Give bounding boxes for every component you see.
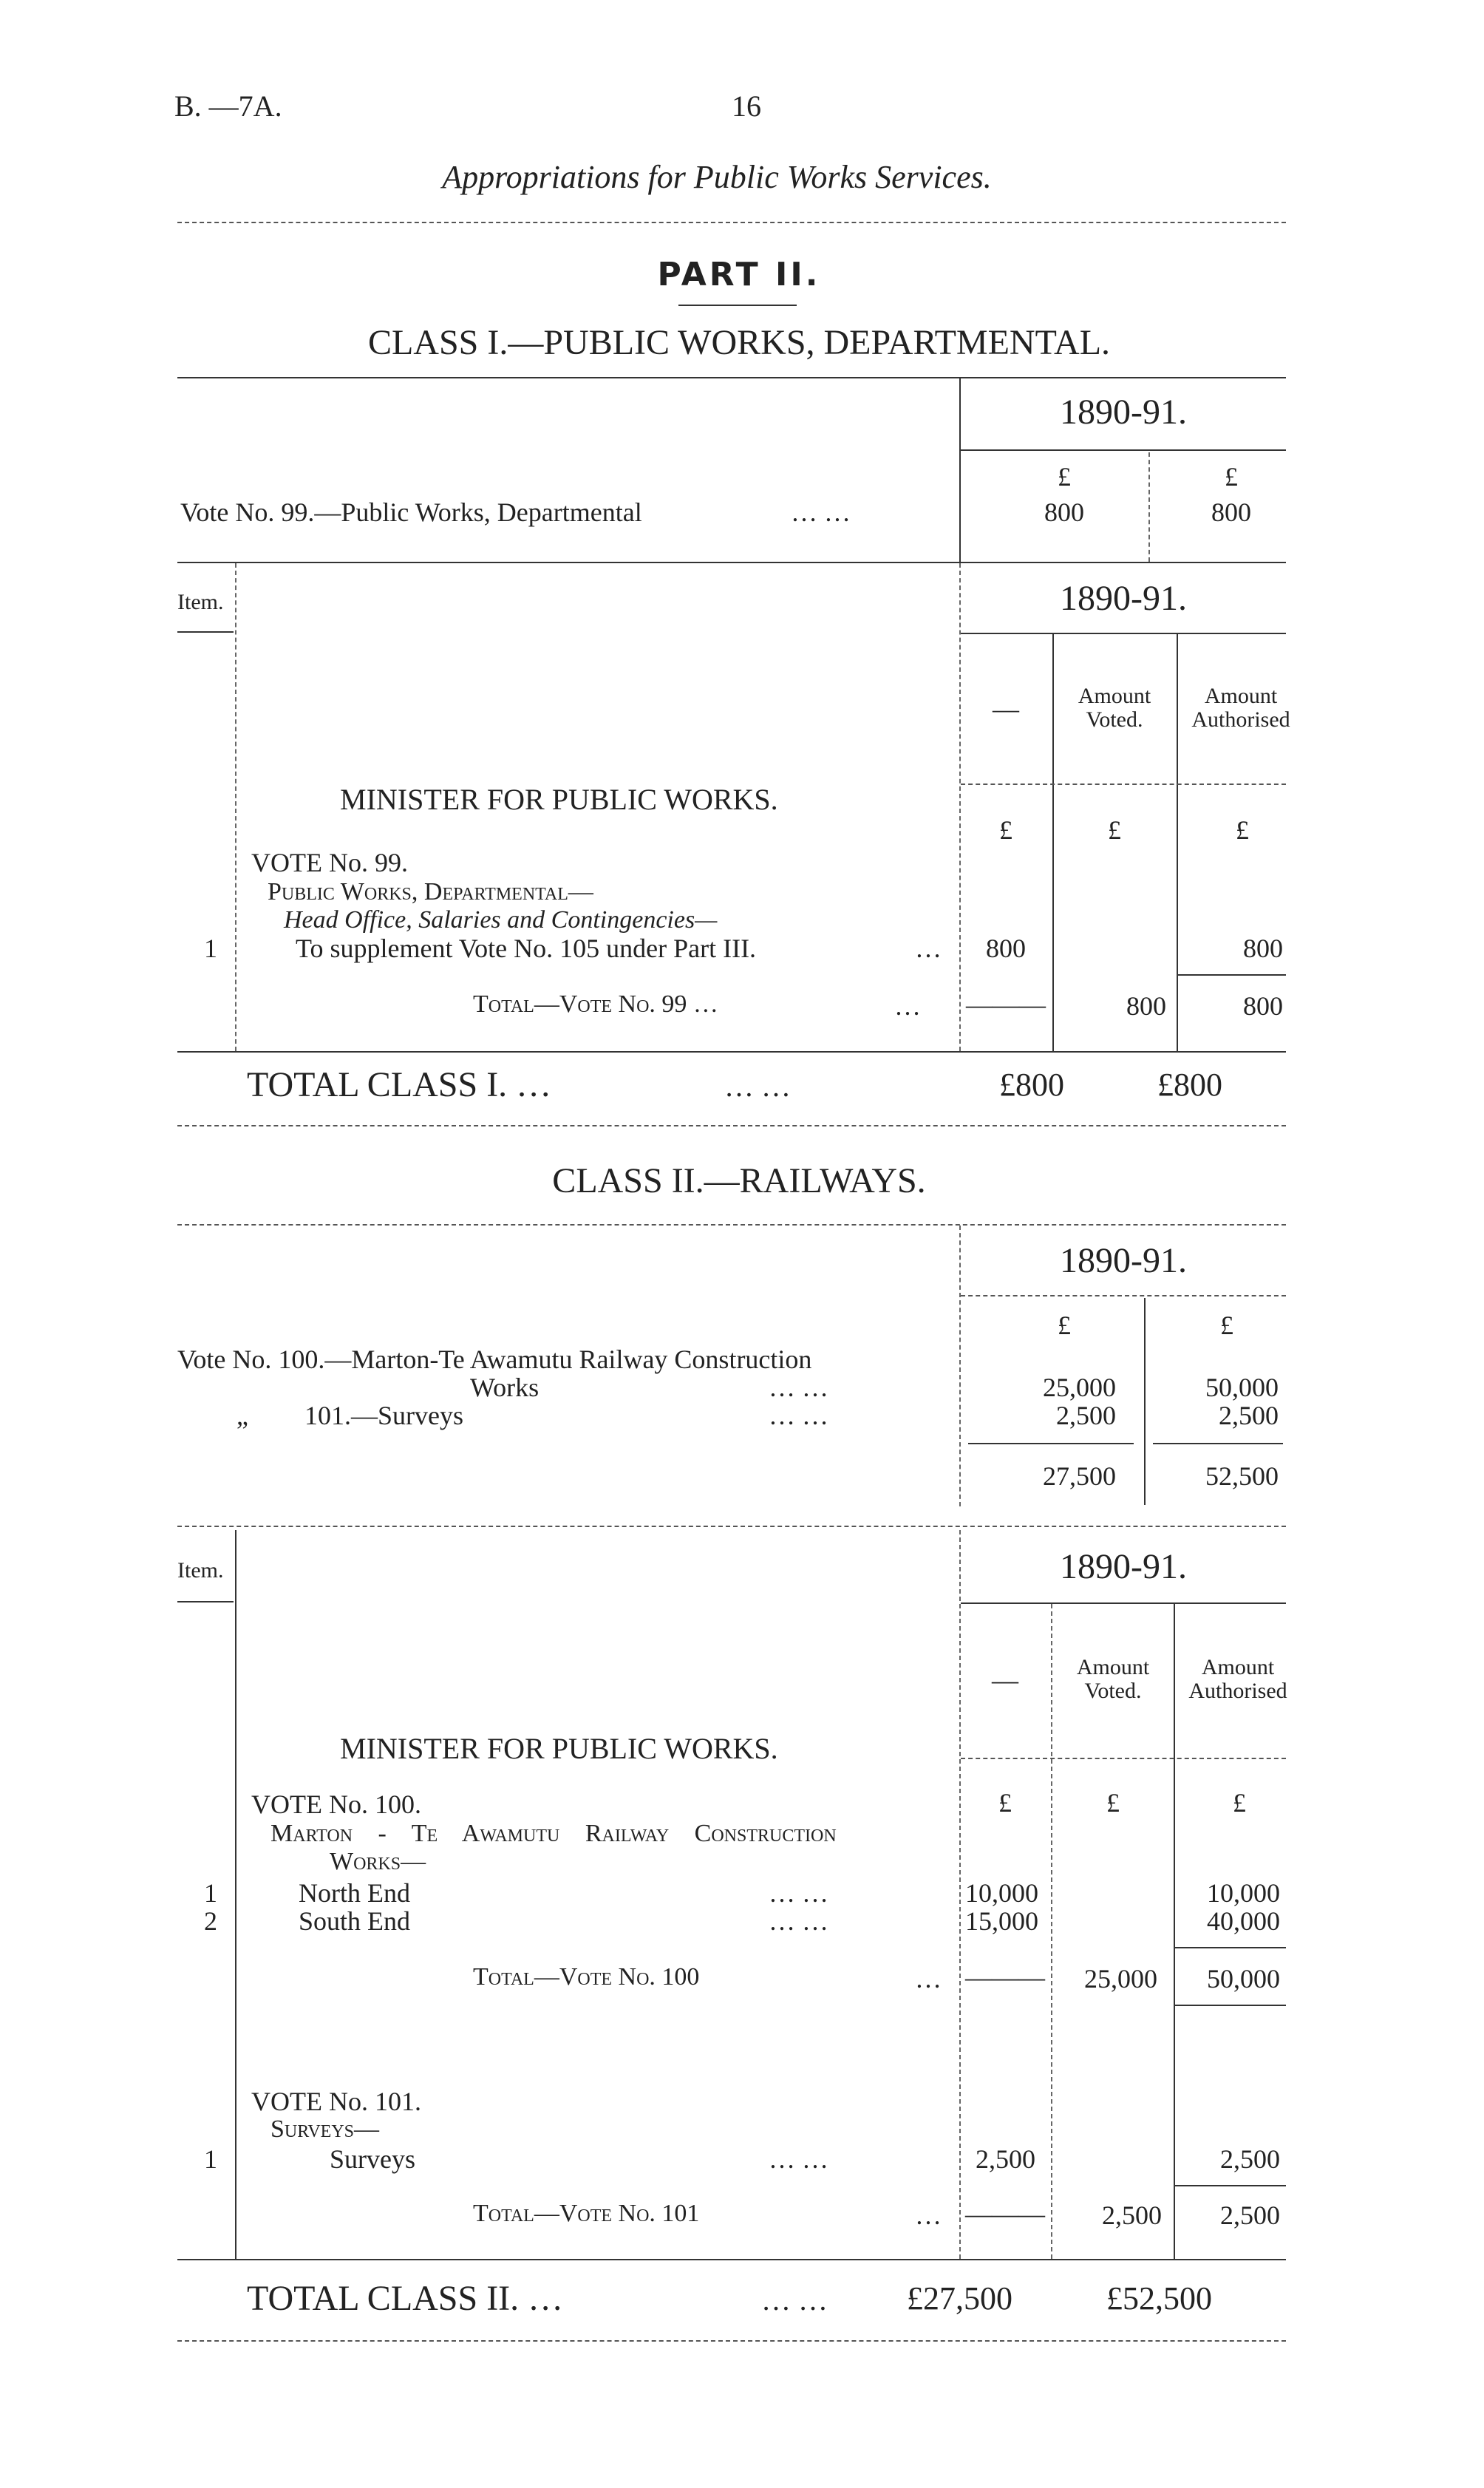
c2-vote101-heading: VOTE No. 101. xyxy=(251,2087,421,2116)
c2-vote101-sub: Surveys— xyxy=(270,2115,379,2143)
c1-detail-bottom-rule xyxy=(177,1051,1286,1053)
c2-total100-dash: ——— xyxy=(965,1962,1045,1992)
c2-vote101-dots: … … xyxy=(769,1401,828,1430)
c2-total100-dots: … xyxy=(915,1964,942,1994)
c2-vote101: 101.—Surveys xyxy=(304,1401,463,1430)
c2-vote100-heading: VOTE No. 100. xyxy=(251,1789,421,1819)
part-underline xyxy=(678,305,797,306)
c2-detail-year: 1890-91. xyxy=(1060,1547,1187,1586)
c1-col-header-rule xyxy=(961,784,1286,785)
c1-col3-subtotal-rule xyxy=(1178,974,1286,976)
c2-detail-currency-2: £ xyxy=(1106,1788,1120,1818)
c2-item100-1-dots: … … xyxy=(769,1878,828,1908)
c1-item-dots: … xyxy=(915,934,942,963)
class2-title: CLASS II.—RAILWAYS. xyxy=(552,1161,926,1200)
c1-summary-year: 1890-91. xyxy=(1060,392,1187,432)
c1-item-no: 1 xyxy=(204,934,217,963)
c2-detail-year-rule xyxy=(961,1602,1286,1604)
c1-summary-bottom-rule xyxy=(177,562,1286,563)
c2-minister: MINISTER FOR PUBLIC WORKS. xyxy=(340,1732,778,1765)
c2-col3-header: Amount Authorised xyxy=(1188,1655,1287,1703)
c1-total-class-label: TOTAL CLASS I. … xyxy=(247,1065,552,1104)
c2-vote100-voted: 25,000 xyxy=(1043,1373,1116,1402)
c2-summary-year-rule xyxy=(961,1295,1286,1296)
c1-total-label: Total—Vote No. 99 … xyxy=(473,990,718,1018)
c1-detail-currency-2: £ xyxy=(1108,815,1121,845)
c2-item101-col3: 2,500 xyxy=(1220,2144,1280,2174)
c1-detail-year-rule xyxy=(961,633,1286,634)
c1-end-rule xyxy=(177,1125,1286,1126)
c1-detail-year: 1890-91. xyxy=(1060,579,1187,618)
c2-vote101-prefix: „ xyxy=(236,1401,248,1430)
c2-item-header: Item. xyxy=(177,1558,224,1583)
c2-vote100-a: Vote No. 100.—Marton-Te Awamutu Railway Construction xyxy=(177,1345,812,1374)
c2-total-class-authorised: £52,500 xyxy=(1106,2280,1212,2317)
c2-item100-1-name: North End xyxy=(299,1878,410,1908)
c1-vote-label: Vote No. 99.—Public Works, Departmental xyxy=(180,497,642,527)
page-ref: B. —7A. xyxy=(174,89,282,123)
c2-detail-currency-3: £ xyxy=(1233,1788,1246,1818)
c1-sub-italic: Head Office, Salaries and Contingencies— xyxy=(284,906,718,934)
c1-total-class-authorised: £800 xyxy=(1157,1067,1222,1103)
c2-vote100-authorised: 50,000 xyxy=(1205,1373,1279,1402)
c1-total-dash: ——— xyxy=(966,990,1046,1019)
c2-item100-2-no: 2 xyxy=(204,1906,217,1936)
page-number: 16 xyxy=(732,89,761,123)
c2-item100-2-dots: … … xyxy=(769,1906,828,1936)
c2-total-class-voted: £27,500 xyxy=(907,2280,1012,2317)
c1-summary-currency-1: £ xyxy=(1058,462,1071,492)
c2-total100-col2: 25,000 xyxy=(1084,1964,1157,1994)
c1-total-col3: 800 xyxy=(1243,991,1283,1021)
c2-item100-2-name: South End xyxy=(299,1906,411,1936)
c2-summary-currency-1: £ xyxy=(1058,1311,1071,1340)
c1-detail-divider xyxy=(959,563,961,1051)
c2-summary-currency-2: £ xyxy=(1220,1311,1233,1340)
c1-item-col3: 800 xyxy=(1243,934,1283,963)
c2-item101-dots: … … xyxy=(769,2144,828,2174)
c2-item101-col1: 2,500 xyxy=(976,2144,1035,2174)
c2-summary-subtotal-rule-2 xyxy=(1153,1443,1283,1444)
c1-summary-currency-2: £ xyxy=(1225,462,1238,492)
c1-subvote: Public Works, Departmental— xyxy=(268,878,593,905)
c1-item-header-rule xyxy=(177,631,234,633)
c2-item100-1-col1: 10,000 xyxy=(965,1878,1038,1908)
c2-summary-year: 1890-91. xyxy=(1060,1241,1187,1280)
c1-detail-col2-line xyxy=(1052,634,1054,1051)
c2-item-header-rule xyxy=(177,1601,234,1602)
c2-summary-bottom-rule xyxy=(177,1526,1286,1527)
c2-vote100-b: Works xyxy=(470,1373,540,1402)
c2-total100-label: Total—Vote No. 100 xyxy=(473,1963,700,1991)
c2-total101-label: Total—Vote No. 101 xyxy=(473,2200,700,2227)
c1-total-class-voted: £800 xyxy=(999,1067,1064,1103)
c1-minister: MINISTER FOR PUBLIC WORKS. xyxy=(340,783,778,816)
c2-vote101-authorised: 2,500 xyxy=(1219,1401,1279,1430)
c2-col1-header: — xyxy=(992,1665,1018,1695)
c2-item100-2-col3: 40,000 xyxy=(1207,1906,1280,1936)
c2-item100-2-col1: 15,000 xyxy=(965,1906,1038,1936)
c2-total-class-dots: … … xyxy=(761,2283,828,2317)
c2-end-rule xyxy=(177,2340,1286,2342)
c2-item100-subtotal-rule xyxy=(1175,1947,1286,1948)
c2-detail-currency-1: £ xyxy=(998,1788,1012,1818)
c1-total-col2: 800 xyxy=(1126,991,1166,1021)
class1-top-rule xyxy=(177,377,1286,378)
c1-col3-header: Amount Authorised xyxy=(1191,684,1290,732)
c1-vote-dots: … … xyxy=(791,497,851,527)
c1-vote-voted: 800 xyxy=(1044,497,1084,527)
c2-total101-dots: … xyxy=(915,2200,942,2230)
c2-vote100-sub-a: Marton - Te Awamutu Railway Construction xyxy=(270,1820,837,1847)
c2-vote100-sub-b: Works— xyxy=(330,1848,426,1875)
c1-col2-header: Amount Voted. xyxy=(1078,684,1151,732)
c2-summary-total-voted: 27,500 xyxy=(1043,1461,1116,1491)
c2-total100-underline xyxy=(1175,2005,1286,2006)
c2-item101-subtotal-rule xyxy=(1175,2185,1286,2186)
c1-detail-currency-1: £ xyxy=(999,815,1012,845)
c1-item-text: To supplement Vote No. 105 under Part III. xyxy=(296,934,757,963)
c1-item-header: Item. xyxy=(177,590,224,614)
part-title: PART II. xyxy=(657,256,821,293)
c2-col-header-rule xyxy=(961,1758,1286,1759)
c2-item100-1-no: 1 xyxy=(204,1878,217,1908)
c2-item101-name: Surveys xyxy=(330,2144,415,2174)
running-title: Appropriations for Public Works Services. xyxy=(442,159,992,195)
c1-col1-header: — xyxy=(993,694,1019,724)
c2-detail-bottom-rule xyxy=(177,2259,1286,2260)
c2-item-col-line xyxy=(235,1530,236,2259)
c1-total-dots: … xyxy=(894,991,921,1021)
class1-title: CLASS I.—PUBLIC WORKS, DEPARTMENTAL. xyxy=(367,323,1111,362)
c2-total100-col3: 50,000 xyxy=(1207,1964,1280,1994)
c2-col2-header: Amount Voted. xyxy=(1076,1655,1150,1703)
c2-detail-col2-line xyxy=(1051,1604,1052,2259)
c1-summary-year-rule xyxy=(961,449,1286,451)
c2-total101-dash: ——— xyxy=(965,2199,1045,2229)
c2-summary-total-authorised: 52,500 xyxy=(1205,1461,1279,1491)
header-rule xyxy=(177,222,1286,223)
c2-total101-col2: 2,500 xyxy=(1102,2200,1162,2230)
c2-summary-subtotal-rule-1 xyxy=(968,1443,1134,1444)
c2-item100-1-col3: 10,000 xyxy=(1207,1878,1280,1908)
class2-top-rule xyxy=(177,1224,1286,1226)
c2-detail-divider xyxy=(959,1530,961,2259)
c1-vote-heading: VOTE No. 99. xyxy=(251,848,408,877)
c1-total-class-dots: … … xyxy=(724,1070,791,1103)
c1-item-col1: 800 xyxy=(986,934,1026,963)
c1-item-col-line xyxy=(235,563,236,1051)
c2-total101-col3: 2,500 xyxy=(1220,2200,1280,2230)
c2-vote101-voted: 2,500 xyxy=(1056,1401,1116,1430)
c1-summary-col-divider xyxy=(1148,452,1150,562)
c1-vote-authorised: 800 xyxy=(1211,497,1251,527)
c2-item101-no: 1 xyxy=(204,2144,217,2174)
c1-detail-currency-3: £ xyxy=(1236,815,1249,845)
c2-total-class-label: TOTAL CLASS II. … xyxy=(247,2279,564,2318)
c2-vote100-dots: … … xyxy=(769,1373,828,1402)
